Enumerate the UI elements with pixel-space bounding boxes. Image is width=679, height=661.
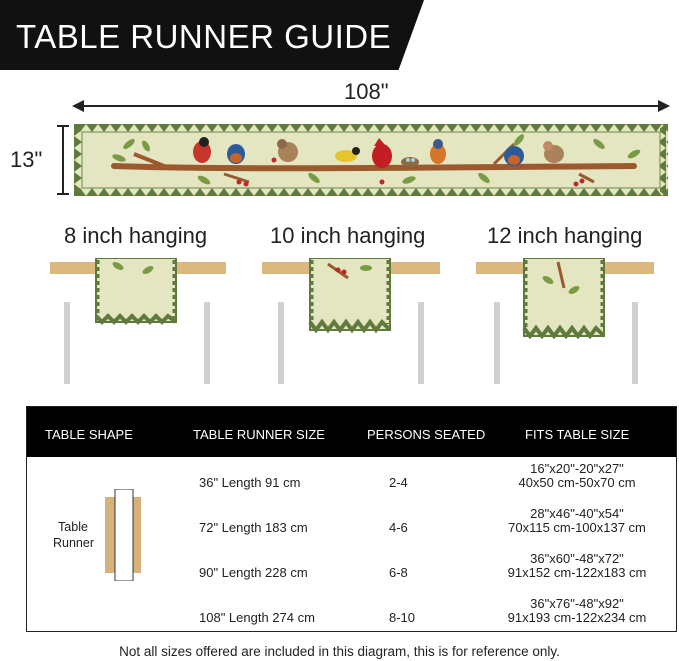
- fits-size-cm: 70x115 cm-100x137 cm: [508, 520, 646, 535]
- table-8-inch: [50, 258, 226, 384]
- length-label: 108": [344, 79, 389, 104]
- table-runner-shape-icon: [103, 489, 147, 581]
- persons-seated: 4-6: [389, 520, 408, 535]
- hanging-label-10: 10 inch hanging: [270, 223, 426, 248]
- table-10-inch: [262, 258, 440, 384]
- width-label: 13": [10, 147, 43, 172]
- width-dimension-line: [62, 126, 64, 194]
- table-12-inch: [476, 258, 654, 384]
- header-fits-table-size: FITS TABLE SIZE: [525, 427, 630, 442]
- footnote: Not all sizes offered are included in this diagram, this is for reference only.: [119, 644, 560, 659]
- hanging-label-8: 8 inch hanging: [64, 223, 208, 248]
- hanging-label-12: 12 inch hanging: [487, 223, 643, 248]
- arrow-right-icon: [658, 100, 670, 112]
- persons-seated: 2-4: [389, 475, 408, 490]
- page-title: TABLE RUNNER GUIDE: [16, 18, 392, 55]
- runner-size: 90" Length 228 cm: [199, 565, 308, 580]
- persons-seated: 6-8: [389, 565, 408, 580]
- header-runner-size: TABLE RUNNER SIZE: [193, 427, 325, 442]
- table-runner-illustration: [74, 124, 668, 196]
- fits-size-cm: 91x152 cm-122x183 cm: [507, 565, 647, 580]
- runner-size: 108" Length 274 cm: [199, 610, 315, 625]
- fits-size-in: 16"x20"-20"x27": [530, 461, 624, 476]
- header-persons-seated: PERSONS SEATED: [367, 427, 486, 442]
- hanging-illustrations: [48, 258, 658, 388]
- width-tick-bottom: [57, 193, 69, 195]
- runner-size: 36" Length 91 cm: [199, 475, 301, 490]
- size-table: [26, 406, 677, 632]
- fits-size-cm: 40x50 cm-50x70 cm: [518, 475, 636, 490]
- arrow-left-icon: [72, 100, 84, 112]
- length-dimension-line: [74, 105, 668, 107]
- fits-size-in: 28"x46"-40"x54": [530, 506, 624, 521]
- table-header: [27, 407, 676, 457]
- header-table-shape: TABLE SHAPE: [45, 427, 133, 442]
- runner-size: 72" Length 183 cm: [199, 520, 308, 535]
- width-tick-top: [57, 125, 69, 127]
- persons-seated: 8-10: [389, 610, 416, 625]
- fits-size-in: 36"x60"-48"x72": [530, 551, 624, 566]
- fits-size-in: 36"x76"-48"x92": [530, 596, 624, 611]
- fits-size-cm: 91x193 cm-122x234 cm: [507, 610, 647, 625]
- shape-label: Table Runner: [53, 520, 94, 550]
